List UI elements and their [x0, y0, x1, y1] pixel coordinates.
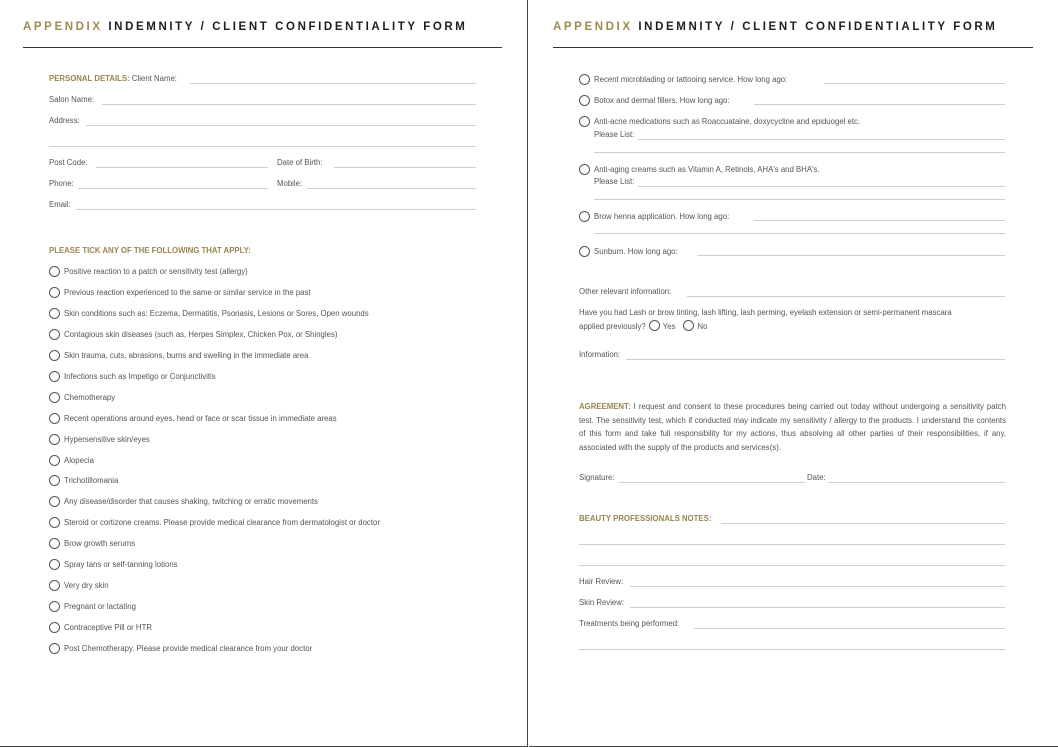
checklist-item-label: Chemotherapy [64, 392, 116, 402]
please-list-label: Please List: [594, 177, 635, 186]
antiacne-list-field-2[interactable] [594, 152, 1005, 153]
checklist-item[interactable] [49, 621, 152, 633]
checkbox-circle[interactable] [579, 164, 590, 175]
skin-review-field[interactable] [630, 607, 1005, 608]
checklist-item-label: Pregnant or lactating [64, 601, 136, 611]
sunburn-item[interactable] [579, 245, 678, 257]
header-prefix: APPENDIX [23, 21, 103, 33]
checklist-item-label: Skin conditions such as: Eczema, Dermatitis, Psoriasis, Lesions or Sores, Open wounds [64, 308, 369, 318]
checkbox-circle[interactable] [49, 622, 60, 633]
checkbox-circle[interactable] [49, 266, 60, 277]
checkbox-circle[interactable] [579, 116, 590, 127]
notes-field-2[interactable] [579, 544, 1005, 545]
antiaging-list-field-2[interactable] [594, 199, 1005, 200]
no-radio[interactable] [683, 320, 694, 331]
checkbox-circle[interactable] [49, 371, 60, 382]
salon-name-label: Salon Name: [49, 95, 95, 104]
henna-field-1[interactable] [754, 220, 1005, 221]
treatments-field-1[interactable] [694, 628, 1005, 629]
checkbox-circle[interactable] [49, 392, 60, 403]
checklist-item[interactable] [49, 370, 216, 382]
email-field[interactable] [76, 209, 476, 210]
checklist-item[interactable] [49, 412, 337, 424]
header-title: INDEMNITY / CLIENT CONFIDENTIALITY FORM [108, 21, 468, 33]
personal-details-row [49, 74, 177, 83]
yes-radio[interactable] [649, 320, 660, 331]
botox-field[interactable] [754, 104, 1005, 105]
antiaging-label: Anti-aging creams such as Vitamin A, Retinols, AHA's and BHA's. [594, 164, 820, 174]
phone-label: Phone: [49, 179, 74, 188]
post-code-label: Post Code: [49, 158, 88, 167]
checkbox-circle[interactable] [49, 559, 60, 570]
information-label: Information: [579, 350, 621, 359]
dob-label: Date of Birth: [277, 158, 323, 167]
checkbox-circle[interactable] [49, 308, 60, 319]
page-header [553, 21, 997, 33]
checklist-item-label: Alopecia [64, 455, 94, 465]
checkbox-circle[interactable] [49, 601, 60, 612]
address-field-line-1[interactable] [86, 125, 476, 126]
checkbox-circle[interactable] [49, 517, 60, 528]
signature-field[interactable] [619, 482, 805, 483]
checklist-item-label: Any disease/disorder that causes shaking, twitching or erratic movements [64, 496, 318, 506]
agreement-heading: AGREEMENT: [579, 402, 631, 411]
henna-field-2[interactable] [594, 233, 1005, 234]
checkbox-circle[interactable] [579, 211, 590, 222]
botox-item[interactable] [579, 94, 730, 106]
checklist-item[interactable] [49, 349, 308, 361]
signature-label: Signature: [579, 473, 615, 482]
yes-label: Yes [662, 322, 676, 331]
phone-field[interactable] [78, 188, 268, 189]
checklist-item-label: Contagious skin diseases (such as, Herpes Simplex, Chicken Pox, or Shingles) [64, 329, 338, 339]
client-name-field[interactable] [190, 83, 476, 84]
information-field[interactable] [626, 359, 1005, 360]
right-page [529, 0, 1058, 747]
personal-details-heading: PERSONAL DETAILS: [49, 74, 130, 83]
notes-heading: BEAUTY PROFESSIONALS NOTES: [579, 514, 712, 523]
header-rule [553, 47, 1033, 48]
date-field[interactable] [828, 482, 1005, 483]
checklist-item[interactable] [49, 516, 380, 528]
sunburn-field[interactable] [697, 255, 1005, 256]
header-rule [23, 47, 502, 48]
please-list-label: Please List: [594, 130, 635, 139]
checklist-item[interactable] [49, 391, 115, 403]
checkbox-circle[interactable] [49, 496, 60, 507]
treatments-label: Treatments being performed: [579, 619, 680, 628]
address-field-line-2[interactable] [49, 146, 476, 147]
lash-question-text: applied previously? [579, 322, 646, 331]
header-prefix: APPENDIX [553, 21, 633, 33]
agreement-paragraph [579, 400, 1006, 454]
checkbox-circle[interactable] [49, 538, 60, 549]
antiacne-list-field-1[interactable] [638, 139, 1005, 140]
checklist-item[interactable] [49, 537, 135, 549]
microblading-field[interactable] [824, 83, 1005, 84]
checkbox-circle[interactable] [49, 350, 60, 361]
hair-review-field[interactable] [630, 586, 1005, 587]
email-label: Email: [49, 200, 71, 209]
antiaging-list-field-1[interactable] [638, 186, 1005, 187]
post-code-field[interactable] [96, 167, 268, 168]
checklist-item-label: Brow growth serums [64, 538, 136, 548]
checklist-item-label: Very dry skin [64, 580, 109, 590]
checkbox-circle[interactable] [49, 455, 60, 466]
checklist-item-label: Positive reaction to a patch or sensitivity test (allergy) [64, 266, 248, 276]
checklist-item[interactable] [49, 307, 369, 319]
lash-question-line-1: Have you had Lash or brow tinting, lash lifting, lash perming, eyelash extension or semi-permanent mascara [579, 308, 952, 317]
henna-item[interactable] [579, 210, 729, 222]
checklist-item-label: Steroid or cortizone creams. Please provide medical clearance from dermatologist or doctor [64, 517, 380, 527]
checkbox-circle[interactable] [49, 580, 60, 591]
salon-name-field[interactable] [102, 104, 476, 105]
checklist-item[interactable] [49, 579, 109, 591]
checklist-item-label: Contraceptive Pill or HTR [64, 622, 152, 632]
antiacne-label: Anti-acne medications such as Roaccuataine, doxycycline and epiduogel etc. [594, 116, 861, 126]
notes-field-3[interactable] [579, 565, 1005, 566]
notes-field-1[interactable] [721, 523, 1005, 524]
checklist-item[interactable] [49, 558, 178, 570]
no-label: No [697, 322, 708, 331]
page-header [23, 21, 467, 33]
sunburn-label: Sunburn. How long ago: [594, 246, 678, 256]
left-page [0, 0, 528, 747]
microblading-label: Recent microblading or tattooing service. How long ago: [594, 74, 788, 84]
checkbox-circle[interactable] [49, 475, 60, 486]
date-label: Date: [807, 473, 826, 482]
dob-field[interactable] [334, 167, 476, 168]
checklist-item[interactable] [49, 433, 150, 445]
checklist-item[interactable] [49, 454, 94, 466]
botox-label: Botox and dermal fillers. How long ago: [594, 95, 730, 105]
checklist-item-label: Spray tans or self-tanning lotions [64, 559, 178, 569]
checklist-item-label: Infections such as Impetigo or Conjunctivitis [64, 371, 216, 381]
henna-label: Brow henna application. How long ago: [594, 211, 730, 221]
checklist-item[interactable] [49, 265, 248, 277]
checklist-item[interactable] [49, 474, 118, 486]
microblading-item[interactable] [579, 73, 787, 85]
checklist-item-label: Post Chemotherapy. Please provide medical clearance from your doctor [64, 643, 313, 653]
antiacne-item[interactable] [579, 115, 860, 127]
checklist-item-label: Skin trauma, cuts, abrasions, burns and swelling in the immediate area [64, 350, 309, 360]
checkbox-circle[interactable] [49, 434, 60, 445]
other-info-label: Other relevant information: [579, 287, 672, 296]
header-title: INDEMNITY / CLIENT CONFIDENTIALITY FORM [638, 21, 998, 33]
skin-review-label: Skin Review: [579, 598, 625, 607]
checklist-item[interactable] [49, 642, 312, 654]
checkbox-circle[interactable] [579, 95, 590, 106]
checkbox-circle[interactable] [49, 643, 60, 654]
checklist-item[interactable] [49, 600, 136, 612]
checklist-item-label: Previous reaction experienced to the same or similar service in the past [64, 287, 311, 297]
hair-review-label: Hair Review: [579, 577, 624, 586]
checklist-item[interactable] [49, 328, 337, 340]
tick-heading: PLEASE TICK ANY OF THE FOLLOWING THAT APPLY: [49, 246, 251, 255]
client-name-label: Client Name: [131, 74, 177, 83]
checkbox-circle[interactable] [49, 329, 60, 340]
agreement-text: I request and consent to these procedures being carried out today without undergoing a sensitivity patch test. The sensitivity test, which if conducted may indicate my sensitivity / allergy to the products. I understand the contents of this form and take full responsibility for my actions, thus absolving all other parties of their responsibilities, if any, associated with the supply of the products and services(s). [579, 402, 1006, 452]
checklist-item-label: Trichotillomania [64, 475, 119, 485]
treatments-field-2[interactable] [579, 649, 1005, 650]
checklist-item-label: Recent operations around eyes, head or face or scar tissue in immediate areas [64, 413, 337, 423]
antiaging-item[interactable] [579, 163, 820, 175]
lash-question-line-2 [579, 320, 707, 331]
address-label: Address: [49, 116, 80, 125]
checklist-item[interactable] [49, 495, 318, 507]
mobile-field[interactable] [307, 188, 476, 189]
checkbox-circle[interactable] [49, 413, 60, 424]
checkbox-circle[interactable] [579, 246, 590, 257]
checkbox-circle[interactable] [579, 74, 590, 85]
mobile-label: Mobile: [277, 179, 303, 188]
checklist-item[interactable] [49, 286, 311, 298]
checklist-item-label: Hypersensitive skin/eyes [64, 434, 150, 444]
other-info-field[interactable] [687, 296, 1005, 297]
checkbox-circle[interactable] [49, 287, 60, 298]
